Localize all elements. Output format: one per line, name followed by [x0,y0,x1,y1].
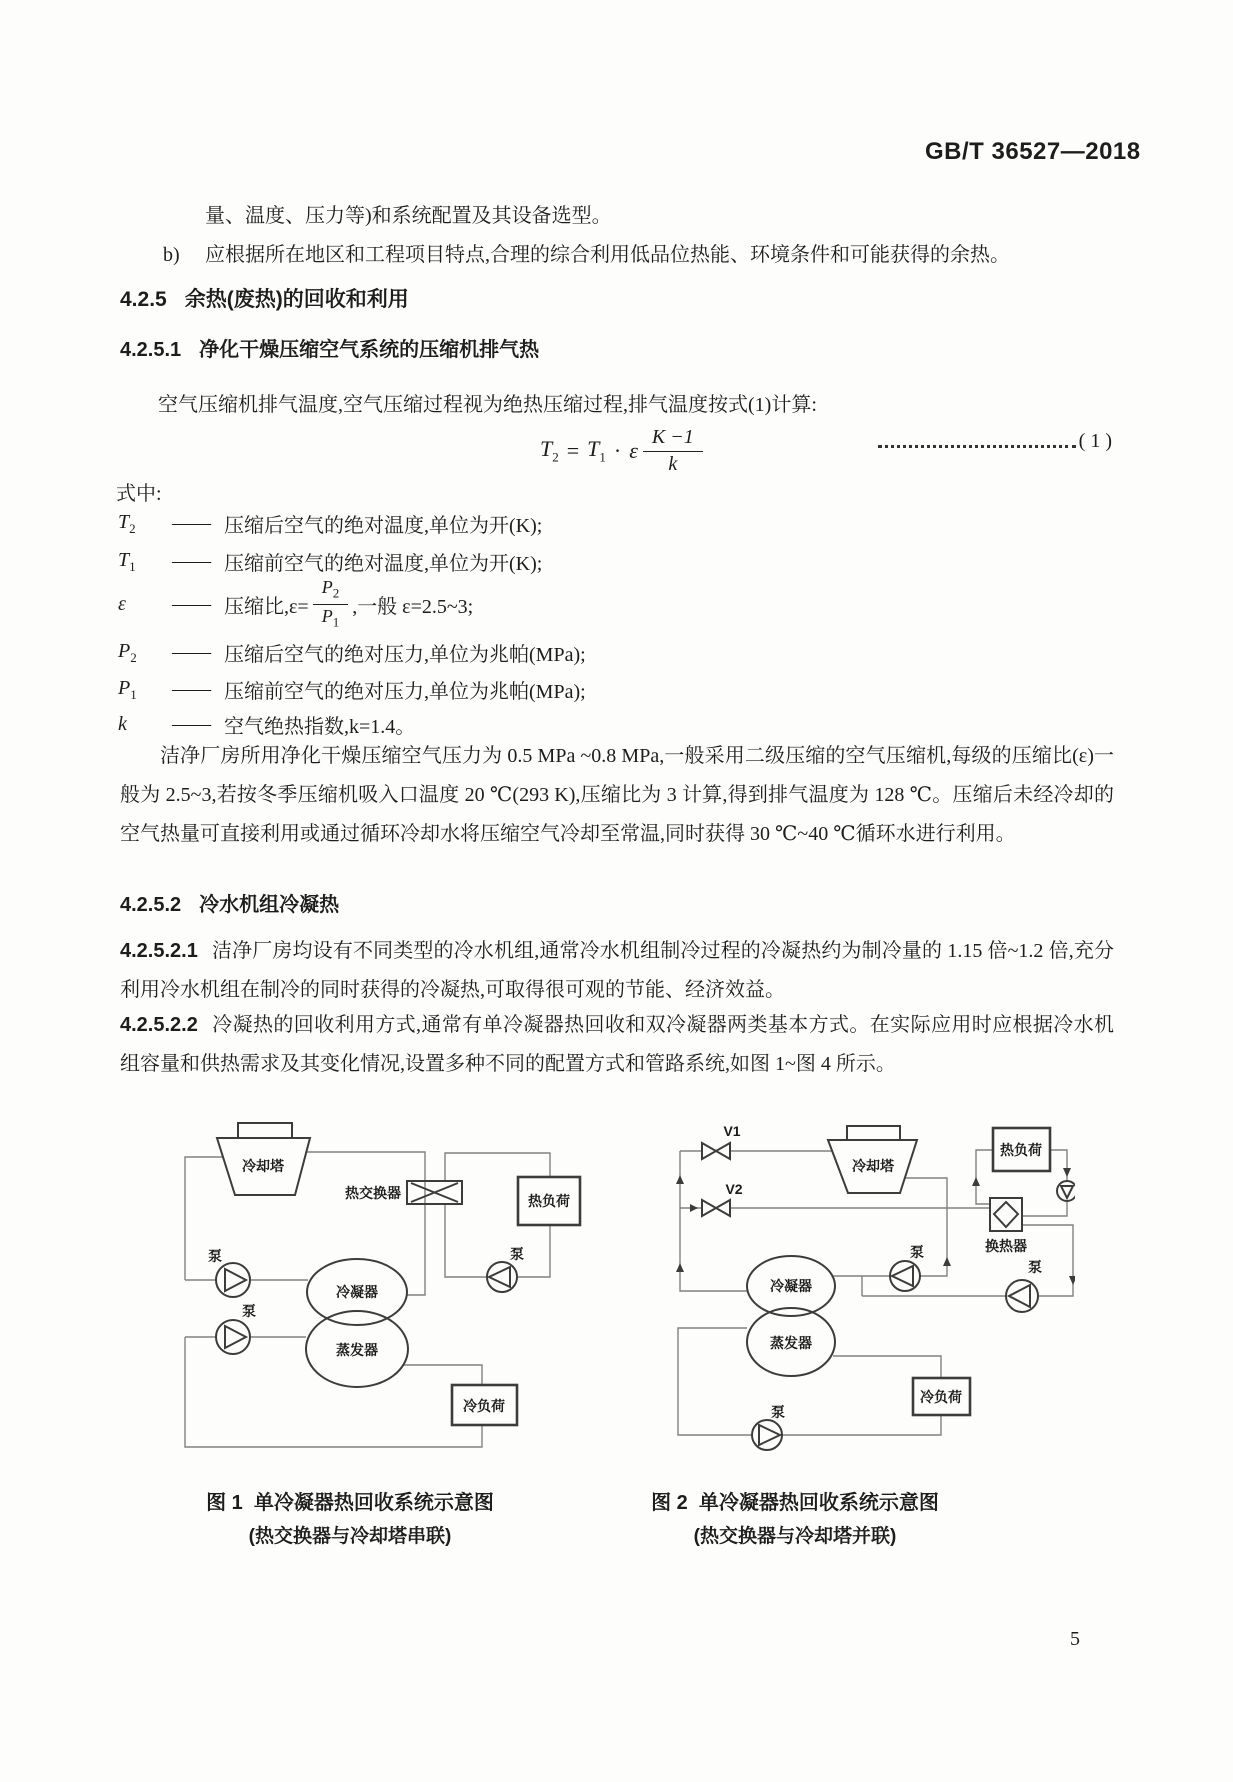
fig1-heat-exchanger [345,1181,462,1204]
paragraph-lead: 空气压缩机排气温度,空气压缩过程视为绝热压缩过程,排气温度按式(1)计算: [158,394,817,416]
fig2-pump-hx [1006,1259,1042,1312]
fig2-small-pump [1057,1181,1075,1201]
figure-1-diagram [145,1115,585,1460]
fig2-heat-load-label: 热负荷 [1000,1142,1042,1158]
fig2-heat-load [993,1128,1050,1171]
fig2-cool-load [913,1378,970,1415]
equation-1 [540,426,703,476]
fig2-valve-v2 [702,1181,743,1216]
paragraph-number: 4.2.5.2.2 [120,1014,198,1036]
heading-title: 净化干燥压缩空气系统的压缩机排气热 [199,339,540,361]
heading-number: 4.2.5.1 [120,339,182,361]
fig1-tower-label: 冷却塔 [242,1158,284,1174]
fig2-valve-v1 [702,1123,741,1159]
heading-title: 余热(废热)的回收和利用 [184,288,409,311]
fig2-evaporator-label: 蒸发器 [770,1335,812,1351]
fig1-cool-load-label: 冷负荷 [463,1398,505,1414]
fig2-condenser-label: 冷凝器 [770,1278,812,1294]
list-item-b-label: b) [163,244,180,266]
fig2-heat-exchanger [985,1198,1027,1254]
fig1-cool-load [452,1385,517,1425]
figure-1-caption: 图 1 单冷凝器热回收系统示意图 [206,1492,494,1514]
heading-number: 4.2.5.2 [120,894,182,916]
figure-2-subcaption: (热交换器与冷却塔并联) [693,1526,897,1547]
exponent-fraction: $\frac{K -1}{k}$ [643,426,703,476]
fig2-v1-label: V1 [723,1123,741,1139]
equation-lhs: $T_2$ [540,436,559,465]
paragraph-number: 4.2.5.2.1 [120,940,198,962]
fig2-hx-label: 换热器 [985,1238,1027,1254]
fig2-cool-load-label: 冷负荷 [920,1389,962,1405]
heading-title: 冷水机组冷凝热 [199,894,340,916]
fig2-pump-chilled [752,1404,785,1450]
fig2-evaporator [747,1308,835,1376]
fig1-pump-chilled [216,1303,256,1354]
fig2-pump-label: 泵 [771,1404,785,1420]
definition-k: k —— 空气绝热指数,k=1.4。 [118,713,416,738]
dotted-leader [878,444,1076,448]
fig1-pump-tower [208,1248,250,1297]
pressure-ratio-fraction: $\frac{P_2}{P_1}$ [313,577,349,630]
paragraph-4-2-5-2-2: 4.2.5.2.2 冷凝热的回收利用方式,通常有单冷凝器热回收和双冷凝器两类基本方式。在实际应用时应根据冷水机组容量和供热需求及其变化情况,设置多种不同的配置方式和管路系统,如图 1~图 4 所示。 [120,1014,1114,1075]
definition-p2: $P_2$ —— 压缩后空气的绝对压力,单位为兆帕(MPa); [118,639,586,666]
equation-t1: $T_1$ [587,436,606,465]
fig2-v2-label: V2 [725,1181,743,1197]
definition-t2: $T_2$ —— 压缩后空气的绝对温度,单位为开(K); [118,510,543,537]
equals-sign: = [566,438,580,463]
definition-p1: $P_1$ —— 压缩前空气的绝对压力,单位为兆帕(MPa); [118,676,586,703]
fig1-heat-load [518,1177,580,1225]
fig2-pump-label: 泵 [1028,1259,1042,1275]
doc-number: GB/T 36527—2018 [925,138,1141,165]
equation-leader [878,430,1112,453]
paragraph-4-2-5-2-1: 4.2.5.2.1 洁净厂房均设有不同类型的冷水机组,通常冷水机组制冷过程的冷凝热约为制冷量的 1.15 倍~1.2 倍,充分利用冷水机组在制冷的同时获得的冷凝热,可取得很可观的节能、经济效益。 [120,940,1114,1001]
heading-4-2-5-2 [120,888,339,917]
heading-4-2-5 [120,283,409,313]
heading-number: 4.2.5 [120,288,167,311]
fig1-condenser [307,1259,407,1325]
definition-t1: $T_1$ —— 压缩前空气的绝对温度,单位为开(K); [118,548,543,575]
page-number: 5 [1070,1628,1080,1650]
paragraph-a-continuation: 量、温度、压力等)和系统配置及其设备选型。 [205,205,612,227]
fig2-pump-tower [890,1244,924,1291]
equation-number: ( 1 ) [1078,430,1112,452]
heading-4-2-5-1 [120,333,539,362]
fig1-pump-label: 泵 [208,1248,222,1264]
fig2-tower-label: 冷却塔 [852,1158,894,1174]
multiply-dot: · [613,438,622,463]
fig1-heat-load-label: 热负荷 [528,1193,570,1209]
fig1-condenser-label: 冷凝器 [336,1284,378,1300]
fig1-evaporator-label: 蒸发器 [336,1342,378,1358]
fig1-pump-heatload [487,1246,524,1292]
fig1-cooling-tower [217,1123,310,1195]
paragraph-compressed-air: 洁净厂房所用净化干燥压缩空气压力为 0.5 MPa ~0.8 MPa,一般采用二级压缩的空气压缩机,每级的压缩比(ε)一般为 2.5~3,若按冬季压缩机吸入口温度 20 ℃(293 K),压缩比为 3 计算,得到排气温度为 128 ℃。压缩后未经冷却的空气热量可直接利用或通过循环冷却水将压缩空气冷却至常温,同时获得 30 ℃~40 ℃循环水进行利用。 [120,745,1114,845]
fig2-cooling-tower [828,1126,917,1193]
fig1-pump-label: 泵 [242,1303,256,1319]
list-item-b [163,236,1010,275]
list-item-b-text: 应根据所在地区和工程项目特点,合理的综合利用低品位热能、环境条件和可能获得的余热。 [205,244,1010,266]
where-label: 式中: [116,483,162,505]
fig1-pump-label: 泵 [510,1246,524,1262]
figure-2-caption: 图 2 单冷凝器热回收系统示意图 [651,1492,939,1514]
figure-1-subcaption: (热交换器与冷却塔串联) [248,1526,452,1547]
fig2-pump-label: 泵 [910,1244,924,1260]
fig1-hx-label: 热交换器 [345,1185,401,1201]
definition-epsilon: ε —— 压缩比,ε= $\frac{P_2}{P_1}$ ,一般 ε=2.5~3; [118,577,474,630]
figure-2-diagram [595,1110,1075,1470]
fig1-evaporator [306,1311,408,1387]
epsilon-symbol: ε [629,438,638,463]
